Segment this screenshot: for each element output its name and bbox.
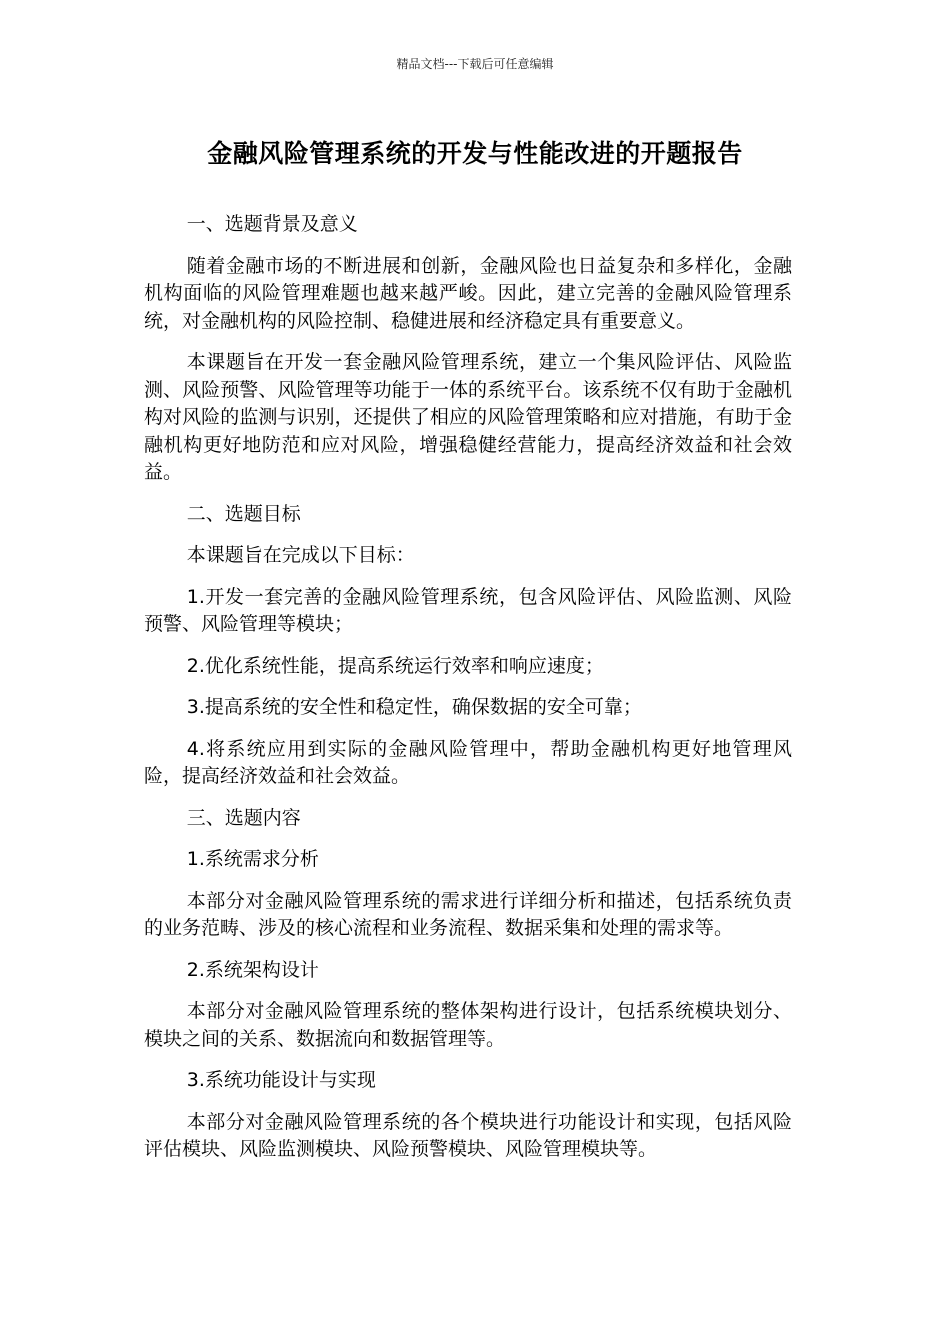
section-heading-goals: 二、选题目标 xyxy=(186,502,301,525)
goal-item-1: 1.开发一套完善的金融风险管理系统，包含风险评估、风险监测、风险预警、风险管理等模块； xyxy=(144,585,792,635)
paragraph-architecture: 本部分对金融风险管理系统的整体架构进行设计，包括系统模块划分、模块之间的关系、数据流向和数据管理等。 xyxy=(144,1000,792,1050)
goal-item-4: 4.将系统应用到实际的金融风险管理中，帮助金融机构更好地管理风险，提高经济效益和社会效益。 xyxy=(144,737,792,787)
goal-item-3: 3.提高系统的安全性和稳定性，确保数据的安全可靠； xyxy=(186,696,642,718)
section-heading-background: 一、选题背景及意义 xyxy=(186,213,358,235)
document-title: 金融风险管理系统的开发与性能改进的开题报告 xyxy=(207,139,743,168)
paragraph-goals-intro: 本课题旨在完成以下目标： xyxy=(186,544,415,566)
paragraph-background: 随着金融市场的不断进展和创新，金融风险也日益复杂和多样化，金融机构面临的风险管理难题也越来越严峻。因此，建立完善的金融风险管理系统，对金融机构的风险控制、稳健进展和经济稳定具有重要意义。 xyxy=(144,254,792,332)
subheading-requirements: 1.系统需求分析 xyxy=(186,848,319,870)
subheading-functions: 3.系统功能设计与实现 xyxy=(186,1069,376,1091)
paragraph-purpose: 本课题旨在开发一套金融风险管理系统，建立一个集风险评估、风险监测、风险预警、风险管理等功能于一体的系统平台。该系统不仅有助于金融机构对风险的监测与识别，还提供了相应的风险管理策略和应对措施，有助于金融机构更好地防范和应对风险，增强稳健经营能力，提高经济效益和社会效益。 xyxy=(144,351,792,483)
section-heading-content: 三、选题内容 xyxy=(186,806,301,829)
goal-item-2: 2.优化系统性能，提高系统运行效率和响应速度； xyxy=(186,654,604,677)
paragraph-requirements: 本部分对金融风险管理系统的需求进行详细分析和描述，包括系统负责的业务范畴、涉及的核心流程和业务流程、数据采集和处理的需求等。 xyxy=(144,889,792,939)
page-header: 精品文档---下载后可任意编辑 xyxy=(396,57,554,71)
subheading-architecture: 2.系统架构设计 xyxy=(186,958,319,981)
document-body xyxy=(144,211,792,1178)
paragraph-functions: 本部分对金融风险管理系统的各个模块进行功能设计和实现，包括风险评估模块、风险监测模块、风险预警模块、风险管理模块等。 xyxy=(144,1110,792,1160)
